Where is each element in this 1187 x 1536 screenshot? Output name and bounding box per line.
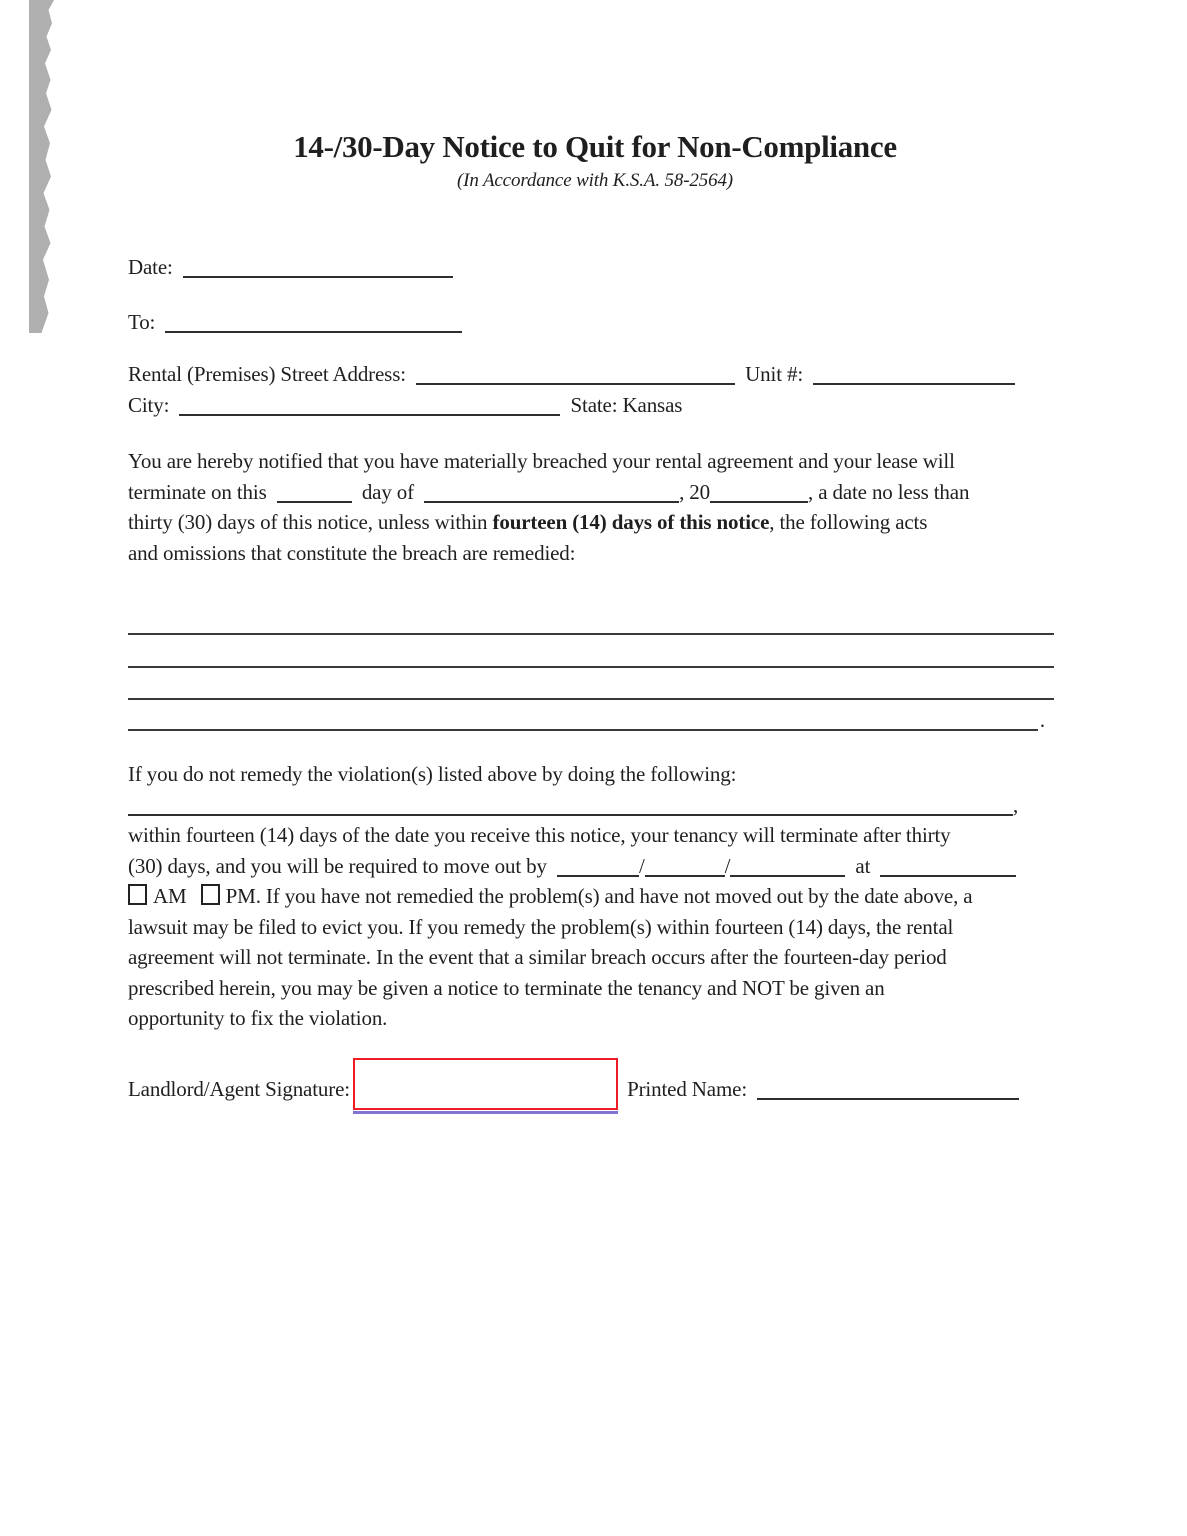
moveout-year-blank[interactable] xyxy=(730,855,845,877)
remedy-line1: within fourteen (14) days of the date you receive this notice, your tenancy will terminate after thirty xyxy=(128,823,951,848)
writein-line-1[interactable] xyxy=(128,602,1054,635)
writein-line-2[interactable] xyxy=(128,635,1054,668)
scan-artifact xyxy=(29,0,54,333)
year-blank[interactable] xyxy=(710,481,808,503)
city-blank[interactable] xyxy=(179,394,560,416)
breach-writein-area xyxy=(128,602,1062,731)
day-blank[interactable] xyxy=(277,481,352,503)
address-label: Rental (Premises) Street Address: xyxy=(128,362,406,386)
consequences-line5: opportunity to fix the violation. xyxy=(128,1006,388,1031)
printed-name-label: Printed Name: xyxy=(627,1076,748,1101)
bold-fourteen-days: fourteen (14) days of this notice xyxy=(492,510,770,534)
unit-blank[interactable] xyxy=(813,363,1015,385)
consequences-paragraph xyxy=(128,881,1062,1034)
to-blank[interactable] xyxy=(165,311,462,333)
city-row xyxy=(128,390,1062,421)
signature-row xyxy=(128,1074,1062,1105)
consequences-line3: agreement will not terminate. In the event that a similar breach occurs after the fourteen-day period xyxy=(128,945,947,970)
date-label: Date: xyxy=(128,255,173,279)
remedy-intro: If you do not remedy the violation(s) listed above by doing the following: xyxy=(128,762,737,787)
moveout-time-blank[interactable] xyxy=(880,855,1016,877)
date-row xyxy=(128,252,1062,283)
month-blank[interactable] xyxy=(424,481,679,503)
state-label: State: Kansas xyxy=(570,392,683,417)
signature-field-box[interactable] xyxy=(353,1058,618,1110)
writein-line-3[interactable] xyxy=(128,668,1054,701)
notice-line3: thirty (30) days of this notice, unless within fourteen (14) days of this notice, the following acts xyxy=(128,510,928,534)
to-label: To: xyxy=(128,309,156,334)
remedy-line2: (30) days, and you will be required to move out by / / at xyxy=(128,851,1062,882)
address-blank[interactable] xyxy=(416,363,735,385)
am-label: AM xyxy=(153,884,187,909)
signature-label: Landlord/Agent Signature: xyxy=(128,1076,350,1101)
consequences-line1: AM PM. If you have not remedied the problem(s) and have not moved out by the date above, a xyxy=(128,881,1062,912)
notice-line4: and omissions that constitute the breach are remedied: xyxy=(128,540,576,565)
moveout-day-blank[interactable] xyxy=(645,855,725,877)
remedy-writein-row: , xyxy=(128,790,1062,821)
signature-area xyxy=(350,1080,622,1100)
pm-checkbox[interactable] xyxy=(201,884,220,905)
to-row xyxy=(128,307,1062,338)
consequences-line4: prescribed herein, you may be given a notice to terminate the tenancy and NOT be given an xyxy=(128,975,885,1000)
writein-line-4[interactable]: . xyxy=(128,700,1045,731)
am-checkbox[interactable] xyxy=(128,884,147,905)
remedy-blank[interactable] xyxy=(128,794,1013,816)
notice-line1: You are hereby notified that you have materially breached your rental agreement and your lease will xyxy=(128,449,955,473)
notice-paragraph xyxy=(128,446,1062,568)
notice-line2: terminate on this day of , 20 , a date no less than xyxy=(128,479,970,504)
city-label: City: xyxy=(128,392,170,417)
date-blank[interactable] xyxy=(183,256,453,278)
consequences-line2: lawsuit may be filed to evict you. If you remedy the problem(s) within fourteen (14) days, the rental xyxy=(128,914,954,939)
at-label: at xyxy=(855,853,871,878)
unit-label: Unit #: xyxy=(745,362,804,386)
moveout-month-blank[interactable] xyxy=(557,855,639,877)
address-row xyxy=(128,359,1062,390)
page-title: 14-/30-Day Notice to Quit for Non-Compliance xyxy=(293,129,897,164)
printed-name-blank[interactable] xyxy=(757,1078,1019,1100)
page-subtitle: (In Accordance with K.S.A. 58-2564) xyxy=(456,170,733,191)
